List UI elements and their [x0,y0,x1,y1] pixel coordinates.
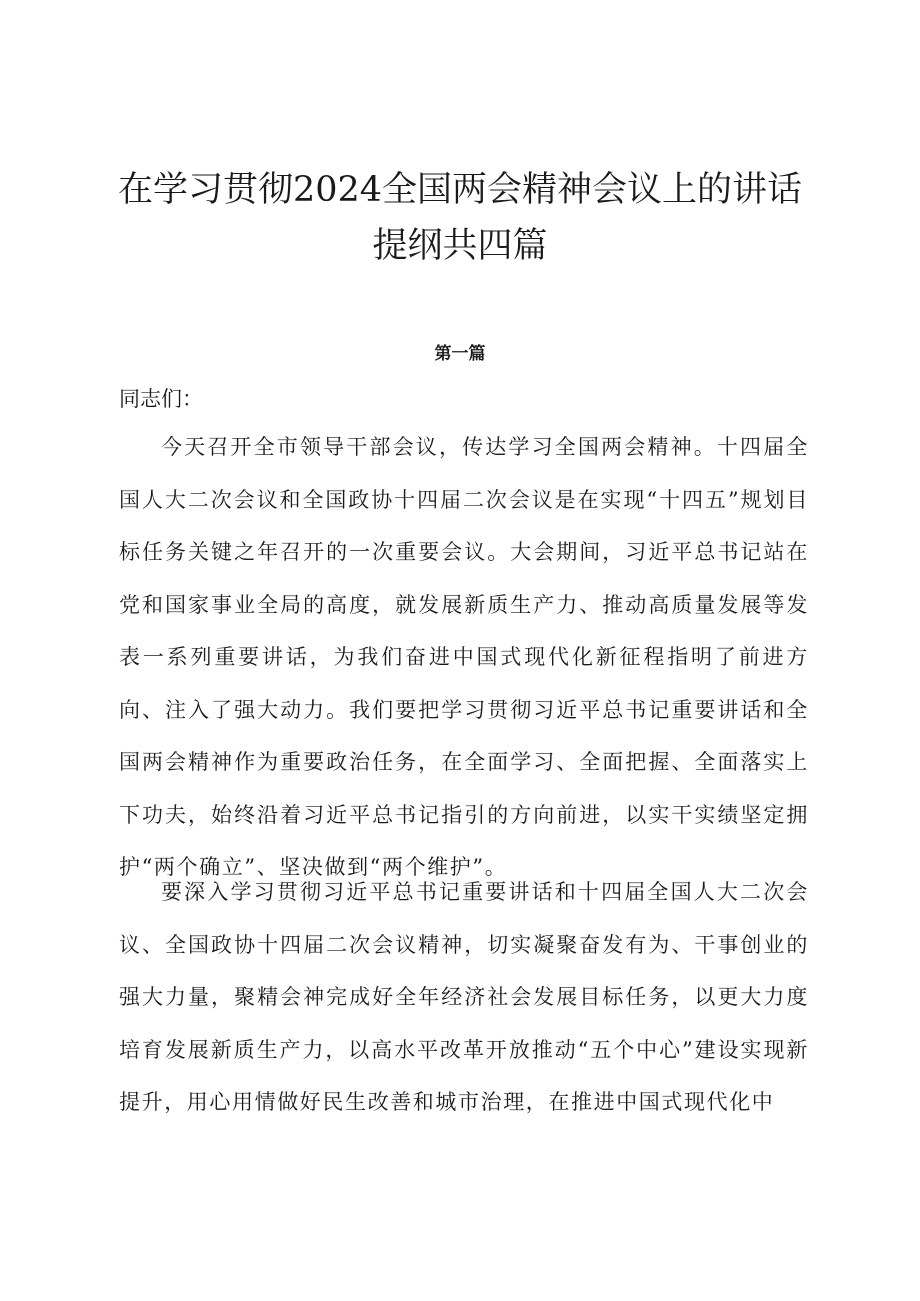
document-title-line1: 在学习贯彻2024全国两会精神会议上的讲话 [117,170,803,210]
section-heading: 第一篇 [434,344,486,364]
body-paragraph-1: 今天召开全市领导干部会议，传达学习全国两会精神。十四届全国人大二次会议和全国政协十四届二次会议是在实现“十四五”规划目标任务关键之年召开的一次重要会议。大会期间，习近平总书记站在党和国家事业全局的高度，就发展新质生产力、推动高质量发展等发表一系列重要讲话，为我们奋进中国式现代化新征程指明了前进方向、注入了强大动力。我们要把学习贯彻习近平总书记重要讲话和全国两会精神作为重要政治任务，在全面学习、全面把握、全面落实上下功夫，始终沿着习近平总书记指引的方向前进，以实干实绩坚定拥护“两个确立”、坚决做到“两个维护”。 [119,435,809,879]
salutation: 同志们： [119,387,203,411]
document-title-line2: 提纲共四篇 [372,226,548,266]
body-paragraph-2: 要深入学习贯彻习近平总书记重要讲话和十四届全国人大二次会议、全国政协十四届二次会议精神，切实凝聚奋发有为、干事创业的强大力量，聚精会神完成好全年经济社会发展目标任务，以更大力度培育发展新质生产力，以高水平改革开放推动“五个中心”建设实现新提升，用心用情做好民生改善和城市治理，在推进中国式现代化中 [119,880,809,1114]
